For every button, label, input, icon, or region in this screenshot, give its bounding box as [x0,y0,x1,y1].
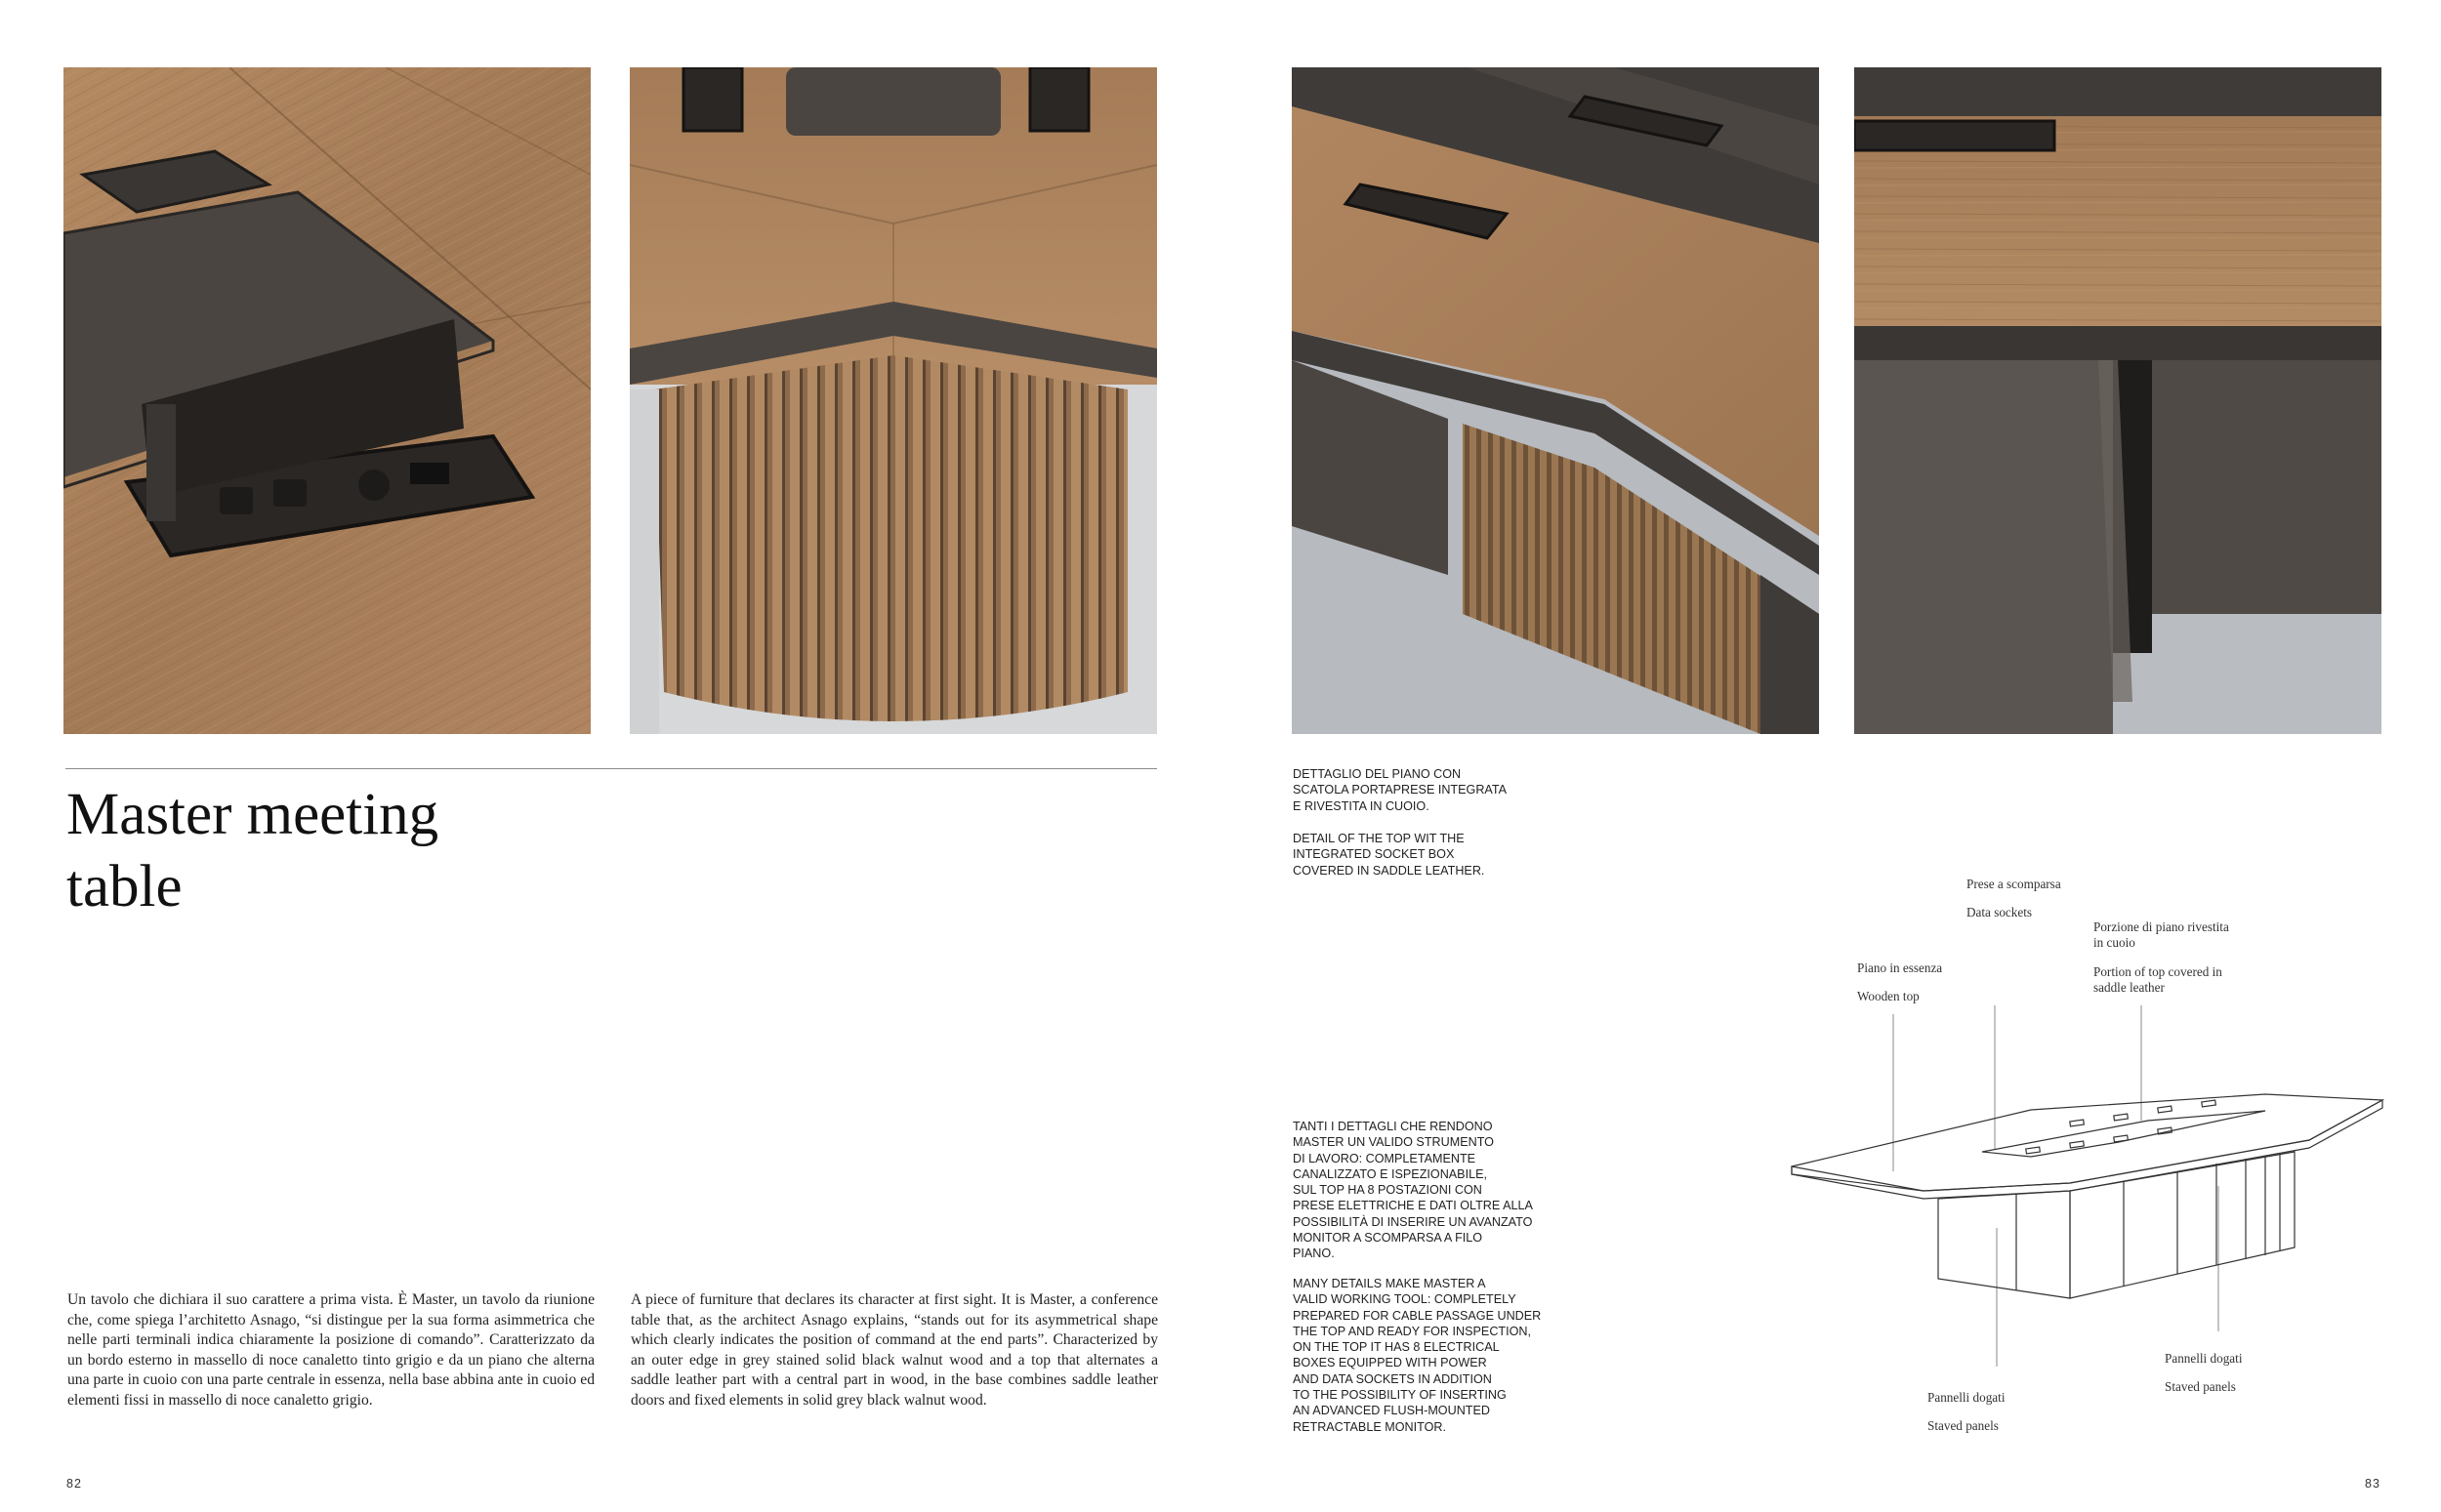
title-line-2: table [66,854,183,919]
table-diagram-svg [1777,1005,2402,1367]
label-staved-right-it: Pannelli dogati [2165,1351,2243,1366]
label-staved-bottom-it: Pannelli dogati [1927,1390,2006,1405]
title-line-1: Master meeting [66,782,439,847]
caption-details-italian: TANTI I DETTAGLI CHE RENDONO MASTER UN VALIDO STRUMENTO DI LAVORO: COMPLETAMENTE CANALIZZATO E ISPEZIONABILE, SUL TOP HA 8 POSTAZIONI CON PRESE ELETTRICHE E DATI OLTRE ALLA POSSIBILITÀ DI INSERIRE UN AVANZATO MONITOR A SCOMPARSA A FILO PIANO. [1293,1120,1533,1261]
label-wood-en: Wooden top [1857,989,1920,1003]
photo-table-edge [1292,67,1819,734]
table-line-diagram [1777,1005,2402,1367]
caption-detail-english: DETAIL OF THE TOP WIT THE INTEGRATED SOCKET BOX COVERED IN SADDLE LEATHER. [1293,832,1485,878]
page-title [66,779,750,923]
label-leather-en-2: saddle leather [2093,980,2165,995]
photo-leather-panels [1854,67,2381,734]
photo-socket-box-detail [63,67,591,734]
caption-detail-italian: DETTAGLIO DEL PIANO CON SCATOLA PORTAPRESE INTEGRATA E RIVESTITA IN CUOIO. [1293,767,1508,813]
photo-staved-base [630,67,1157,734]
label-leather-en-1: Portion of top covered in [2093,964,2222,979]
label-leather-it-2: in cuoio [2093,935,2135,950]
body-text-italian: Un tavolo che dichiara il suo carattere a prima vista. È Master, un tavolo da riunione che, come spiega l’architetto Asnago, “si distingue per la sua forma asimmetrica che nelle parti terminali indica chiaramente la posizione di comando”. Caratterizzato da un bordo esterno in massello di noce canaletto tinto grigio e da un piano che alterna una parte in cuoio con una parte centrale in essenza, nella base abbina ante in cuoio ed elementi fissi in massello di noce canaletto grigio. [67,1291,595,1409]
label-sockets-it: Prese a scomparsa [1966,877,2061,891]
label-staved-bottom-en: Staved panels [1927,1418,1999,1433]
caption-details-english: MANY DETAILS MAKE MASTER A VALID WORKING TOOL: COMPLETELY PREPARED FOR CABLE PASSAGE UNDER THE TOP AND READY FOR INSPECTION, ON THE TOP IT HAS 8 ELECTRICAL BOXES EQUIPPED WITH POWER AND DATA SOCKETS IN ADDITION TO THE POSSIBILITY OF INSERTING AN ADVANCED FLUSH-MOUNTED RETRACTABLE MONITOR. [1293,1277,1542,1434]
label-staved-right-en: Staved panels [2165,1379,2236,1394]
page-number-left: 82 [66,1477,82,1491]
title-rule [65,768,1157,769]
body-text-english: A piece of furniture that declares its character at first sight. It is Master, a conference table that, as the architect Asnago explains, “stands out for its asymmetrical shape which clearly indicates the position of command at the end parts”. Characterized by an outer edge in grey stained solid black walnut wood and a top that alternates a saddle leather part with a central part in wood, in the base combines saddle leather doors and fixed elements in solid grey black walnut wood. [631,1291,1158,1409]
label-sockets-en: Data sockets [1966,905,2033,919]
label-wood-it: Piano in essenza [1857,960,1943,975]
label-leather-it-1: Porzione di piano rivestita [2093,919,2229,934]
page-number-right: 83 [2365,1477,2380,1491]
